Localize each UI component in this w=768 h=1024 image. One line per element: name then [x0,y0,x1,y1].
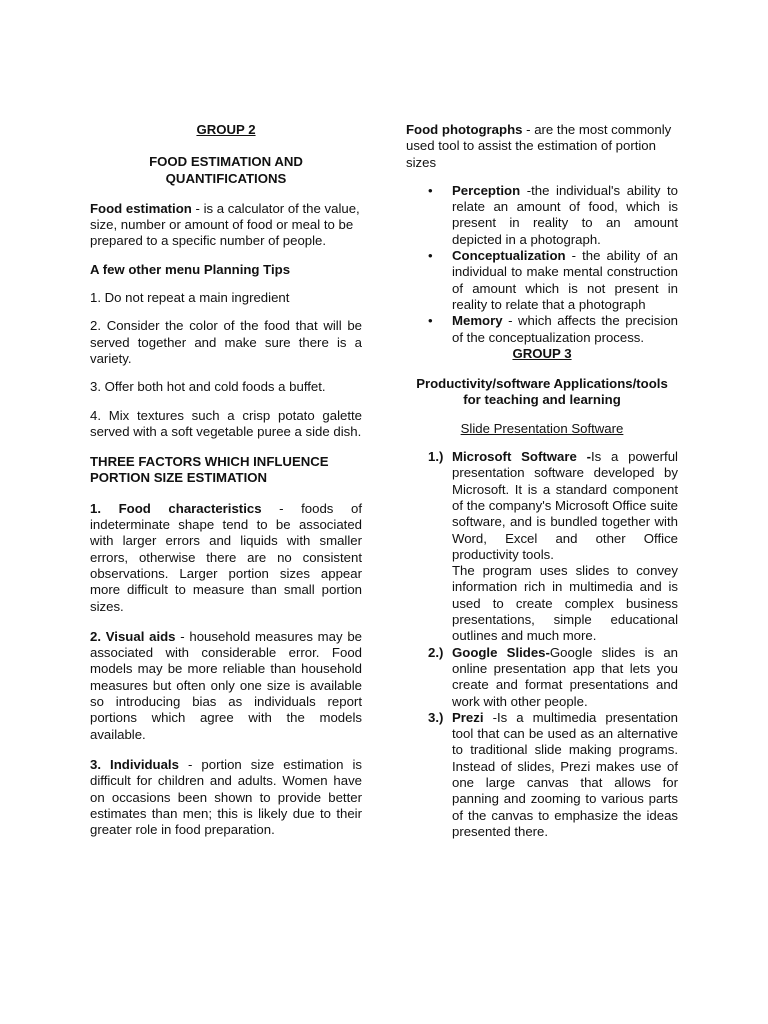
bullet-item: • Memory - which affects the precision of the conceptualization process. [428,313,678,345]
factor-item: 1. Food characteristics - foods of indeterminate shape tend to be associated with larger errors and liquids with smaller errors, otherwise there are no consistent observations. Larger portion sizes appear more difficult to measure than small portion sizes. [90,500,362,614]
factor-item: 3. Individuals - portion size estimation is difficult for children and adults. Women have on occasions been shown to provide better estimates than men; this is likely due to their greater role in food preparation. [90,756,362,838]
tip-item: 2. Consider the color of the food that will be served together and make sure there is a variety. [90,318,362,366]
tip-item: 1. Do not repeat a main ingredient [90,290,290,306]
food-estimation-term: Food estimation [90,200,192,216]
tips-heading: A few other menu Planning Tips [90,261,291,277]
app-item-extra: The program uses slides to convey information rich in multimedia and is used to create complex business presentations, simple educational outlines and much more. [452,563,678,644]
tip-item: 3. Offer both hot and cold foods a buffet. [90,379,326,395]
left-column [90,122,362,838]
app-item: 3.) Prezi -Is a multimedia presentation tool that can be used as an alternative to traditional slide making programs. Instead of slides, Prezi makes use of one large canvas that allows for panning and zooming to various parts of the canvas to emphasize the ideas presented there. [428,709,678,839]
factor-term: 3. Individuals [90,756,179,772]
app-item: 1.) Microsoft Software -Is a powerful presentation software developed by Microsoft. It is a standard component of the company's Microsoft Office suite software, and is bundled together with Word, Excel and other Office productivity tools. The program uses slides to convey information rich in multimedia and is used to create complex business presentations, simple educational outlines and much more. [428,449,678,644]
section-title-productivity: Productivity/software Applications/tools for teaching and learning [416,376,668,408]
food-photographs-definition: Food photographs - are the most commonly used tool to assist the estimation of portion sizes [406,122,672,170]
bullet-item: • Perception -the individual's ability to relate an amount of food, which is present in reality to an amount depicted in a photograph. [428,182,678,247]
app-item: 2.) Google Slides-Google slides is an online presentation app that lets you create and format presentations and work with other people. [428,644,678,709]
group-2-title: GROUP 2 [196,122,256,137]
food-estimation-definition: Food estimation - is a calculator of the value, size, number or amount of food or meal to be prepared to a specific number of people. [90,200,360,249]
tip-item: 4. Mix textures such a crisp potato galette served with a soft vegetable puree a side dish. [90,407,362,439]
factors-heading: THREE FACTORS WHICH INFLUENCE PORTION SIZE ESTIMATION [90,454,329,486]
factor-term: 1. Food characteristics [90,500,262,516]
bullet-icon: • [428,313,433,329]
bullet-icon: • [428,248,433,264]
right-column [406,122,678,840]
numbered-list [406,449,678,840]
bullet-item: • Conceptualization - the ability of an individual to make mental construction of amount which is not present in reality to relate that a photograph [428,248,678,312]
bullet-icon: • [428,182,433,198]
section-title-food-estimation: FOOD ESTIMATION AND QUANTIFICATIONS [149,154,303,186]
group-3-title: GROUP 3 [512,345,572,361]
food-photographs-term: Food photographs [406,122,523,137]
bullet-list [406,183,678,346]
factor-item: 2. Visual aids - household measures may be associated with considerable error. Food models may be more reliable than household measures but often only one size is available so introducing bias as individuals report portions which agree with the models available. [90,628,362,742]
factor-term: 2. Visual aids [90,628,176,644]
subheading-slide-presentation: Slide Presentation Software [460,420,624,436]
